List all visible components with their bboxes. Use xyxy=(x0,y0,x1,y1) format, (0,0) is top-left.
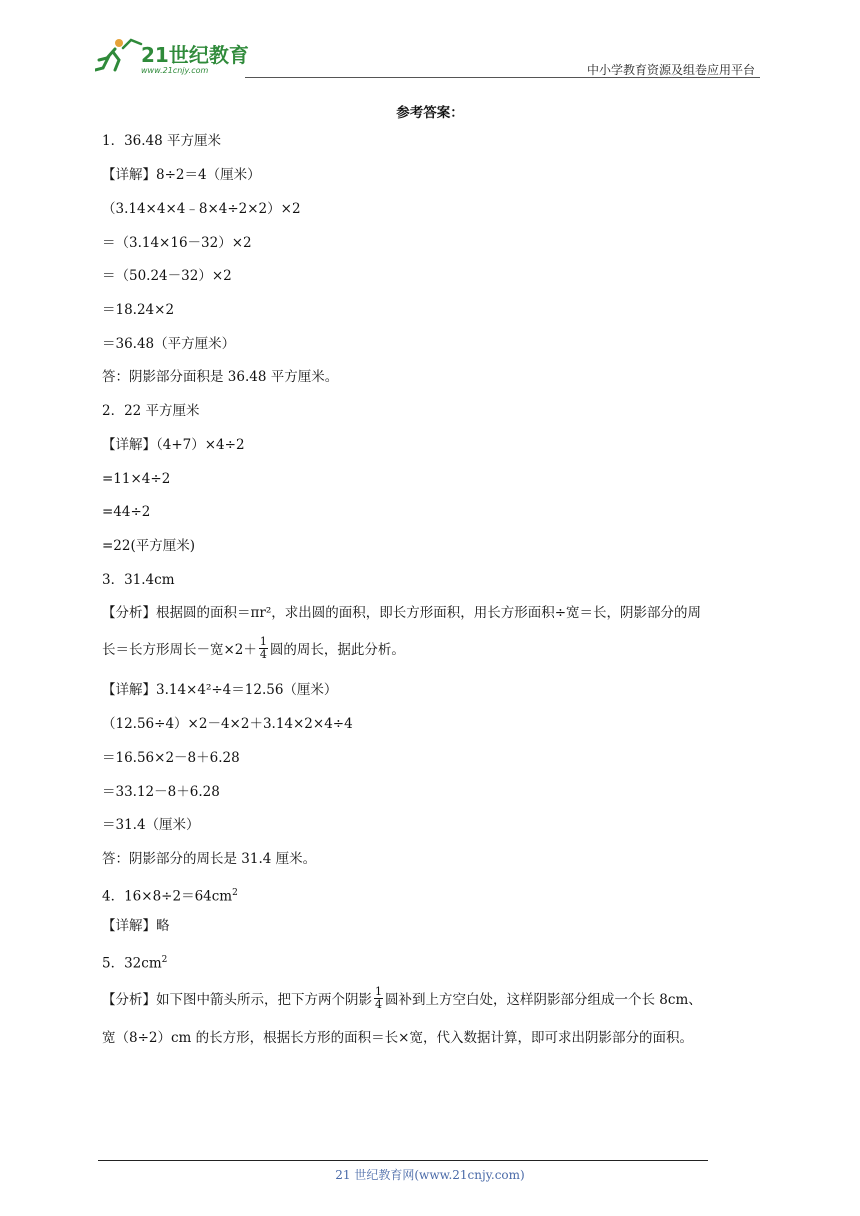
answer-2-line: =22(平方厘米) xyxy=(102,538,196,554)
answer-3-analysis-cont xyxy=(102,635,405,663)
page-header xyxy=(95,30,760,78)
fraction-denominator: 4 xyxy=(259,648,267,661)
answer-3-line: ＝31.4（厘米） xyxy=(102,817,200,833)
answer-2-line: =44÷2 xyxy=(102,504,151,520)
answer-1-line: ＝18.24×2 xyxy=(102,302,175,318)
answer-4-detail: 【详解】略 xyxy=(102,918,170,934)
analysis-text: 圆补到上方空白处，这样阴影部分组成一个长 8cm、 xyxy=(385,992,702,1008)
answer-3-line: ＝16.56×2－8＋6.28 xyxy=(102,750,240,766)
fraction-one-quarter xyxy=(374,986,383,1011)
answer-4-text: 4．16×8÷2＝64cm xyxy=(102,888,233,905)
answer-1-title: 1．36.48 平方厘米 xyxy=(102,133,222,149)
superscript: 2 xyxy=(232,888,238,898)
answer-5-analysis xyxy=(102,985,702,1013)
header-rule xyxy=(245,77,760,78)
logo-text: 21世纪教育 xyxy=(141,43,249,67)
answer-5-analysis-cont: 宽（8÷2）cm 的长方形，根据长方形的面积＝长×宽，代入数据计算，即可求出阴影部分的面积。 xyxy=(102,1030,693,1046)
answer-3-analysis: 【分析】根据圆的面积＝πr²，求出圆的面积，即长方形面积，用长方形面积÷宽＝长，阴影部分的周 xyxy=(102,605,702,621)
superscript: 2 xyxy=(161,955,168,965)
header-platform-text: 中小学教育资源及组卷应用平台 xyxy=(586,63,755,77)
answer-2-line: =11×4÷2 xyxy=(102,471,171,487)
analysis-text: 圆的周长，据此分析。 xyxy=(269,642,405,658)
answer-3-line: ＝33.12－8＋6.28 xyxy=(102,784,220,800)
fraction-one-quarter xyxy=(259,636,268,661)
answer-2-line: 【详解】（4+7）×4÷2 xyxy=(102,437,245,453)
answer-1-line: ＝（3.14×16－32）×2 xyxy=(102,235,252,251)
answer-3-line: 【详解】3.14×4²÷4＝12.56（厘米） xyxy=(102,682,338,698)
fraction-numerator: 1 xyxy=(375,985,382,998)
answer-1-line: 【详解】8÷2＝4（厘米） xyxy=(102,167,261,183)
fraction-numerator: 1 xyxy=(259,635,267,648)
analysis-text: 长＝长方形周长－宽×2＋ xyxy=(102,642,257,658)
answer-3-title: 3．31.4cm xyxy=(102,572,175,588)
page-title: 参考答案： xyxy=(396,105,464,121)
answer-5-title xyxy=(102,950,167,974)
answer-3-line: （12.56÷4）×2－4×2＋3.14×2×4÷4 xyxy=(102,716,353,732)
answer-4-title xyxy=(102,883,238,907)
page-footer: 21 世纪教育网(www.21cnjy.com) xyxy=(335,1168,525,1182)
logo-url: www.21cnjy.com xyxy=(141,66,209,75)
footer-rule xyxy=(98,1160,708,1161)
answer-3-conclusion: 答：阴影部分的周长是 31.4 厘米。 xyxy=(102,851,317,867)
answer-1-line: （3.14×4×4﹣8×4÷2×2）×2 xyxy=(102,201,301,217)
analysis-text: 【分析】如下图中箭头所示，把下方两个阴影 xyxy=(102,992,372,1008)
answer-1-line: ＝36.48（平方厘米） xyxy=(102,336,236,352)
answer-1-line: ＝（50.24－32）×2 xyxy=(102,268,232,284)
answer-5-text: 5．32cm xyxy=(102,955,162,972)
fraction-denominator: 4 xyxy=(375,998,382,1011)
logo xyxy=(95,36,265,76)
answer-2-title: 2．22 平方厘米 xyxy=(102,403,200,419)
answer-1-conclusion: 答：阴影部分面积是 36.48 平方厘米。 xyxy=(102,369,339,385)
